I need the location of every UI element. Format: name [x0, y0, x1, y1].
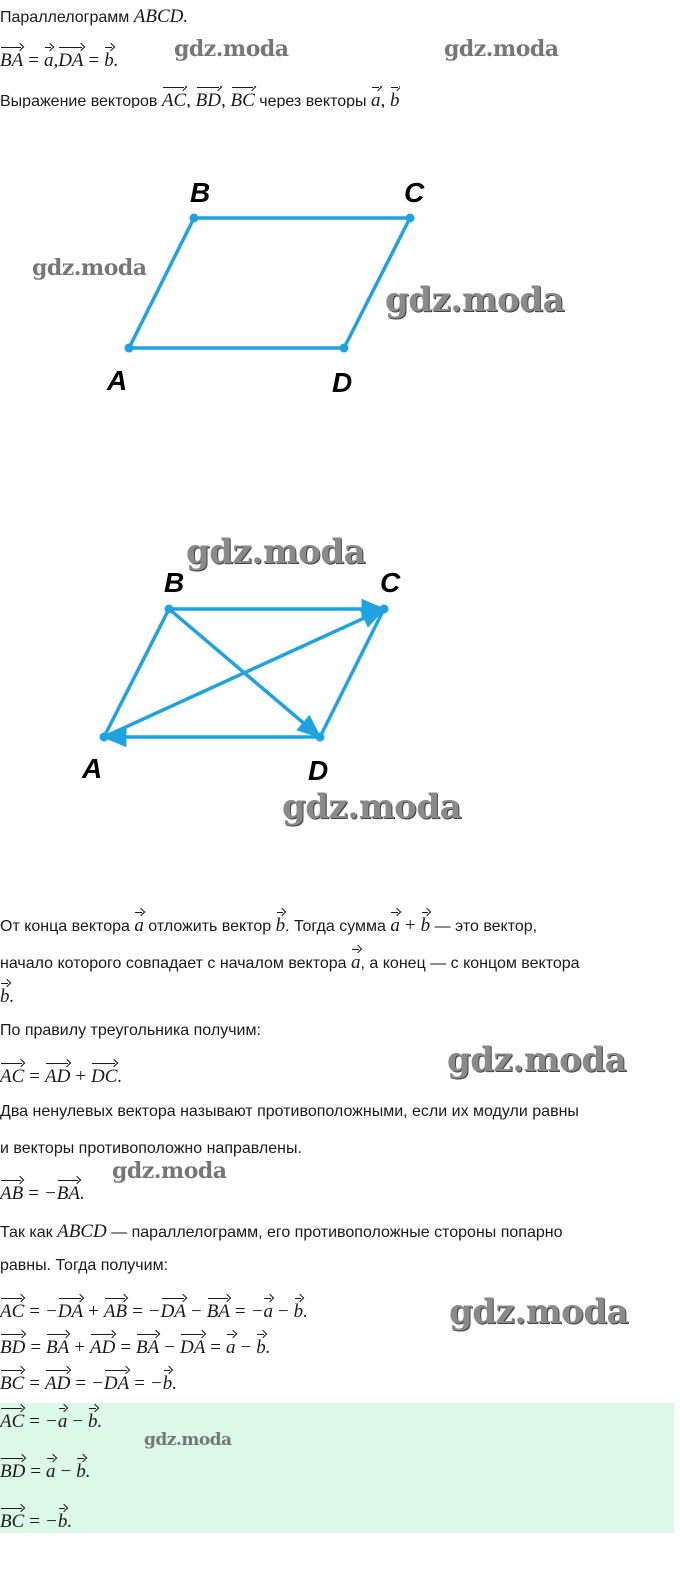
- vector-a: a: [351, 948, 361, 974]
- vector-BC: BC: [0, 1507, 24, 1533]
- vector-BA: BA: [136, 1333, 159, 1359]
- vector-AC: AC: [0, 1297, 24, 1323]
- period: .: [183, 6, 189, 27]
- intro-text: Параллелограмм: [0, 9, 134, 26]
- paragraph-1-line-3: b.: [0, 982, 14, 1008]
- answer-BC: BC = −b.: [0, 1507, 72, 1533]
- vector-BD: BD: [196, 86, 221, 108]
- vector-DA: DA: [180, 1333, 205, 1359]
- watermark: gdz.moda: [385, 280, 565, 320]
- vector-a: a: [226, 1333, 236, 1359]
- intro-line-3: Выражение векторов AC, BD, BC через векторы a, b: [0, 86, 400, 108]
- vector-BA: BA: [207, 1297, 230, 1323]
- label-B: B: [164, 567, 185, 598]
- vector-a: a: [46, 1457, 56, 1483]
- label-A: A: [82, 753, 103, 784]
- watermark: gdz.moda: [444, 36, 559, 62]
- vector-AC: AC: [162, 86, 186, 108]
- paragraph-1-line-1: От конца вектора a отложить вектор b. Тогда сумма a + b — это вектор,: [0, 911, 537, 937]
- vector-AB: AB: [104, 1297, 127, 1323]
- vector-b: b: [256, 1333, 266, 1359]
- vector-DA: DA: [104, 1369, 129, 1395]
- vector-diagram-figure: [0, 560, 680, 790]
- vector-a: a: [134, 911, 144, 937]
- vector-b: b: [276, 911, 286, 937]
- watermark: gdz.moda: [144, 1430, 232, 1450]
- vector-BA: BA: [46, 1333, 69, 1359]
- equation-AB-opposite: AB = −BA.: [0, 1179, 85, 1205]
- text-p1b: отложить вектор: [148, 918, 272, 935]
- derivation-AC: AC = −DA + AB = −DA − BA = −a − b.: [0, 1297, 308, 1323]
- vector-a: a: [263, 1297, 273, 1323]
- vector-b: b: [390, 86, 400, 108]
- vector-b: b: [76, 1457, 86, 1483]
- label-A: A: [107, 365, 128, 396]
- vertex-A-point: [125, 344, 134, 353]
- parallelogram-name: ABCD: [57, 1221, 107, 1242]
- derivation-BC: BC = AD = −DA = −b.: [0, 1369, 177, 1395]
- opposite-vectors-line-2: и векторы противоположно направлены.: [0, 1140, 302, 1157]
- parallelogram-name: ABCD: [133, 6, 184, 27]
- watermark: gdz.moda: [282, 787, 462, 827]
- watermark: gdz.moda: [112, 1158, 227, 1184]
- watermark: gdz.moda: [186, 532, 366, 572]
- intro-line3-text: Выражение векторов: [0, 93, 158, 108]
- vector-AD: AD: [45, 1369, 70, 1395]
- vector-b: b: [294, 1297, 304, 1323]
- vector-b: b: [0, 982, 10, 1008]
- vector-AD: AD: [90, 1333, 115, 1359]
- vector-DA: DA: [161, 1297, 186, 1323]
- vector-a: a: [44, 46, 54, 72]
- answer-AC: AC = −a − b.: [0, 1407, 102, 1433]
- given-vectors: BA = a,DA = b.: [0, 46, 118, 72]
- vector-a: a: [58, 1407, 68, 1433]
- text-p9b: — параллелограмм, его противоположные стороны попарно: [111, 1224, 563, 1241]
- side-BA: [104, 609, 169, 737]
- vector-b: b: [58, 1507, 68, 1533]
- label-C: C: [380, 567, 401, 598]
- vector-a: a: [371, 86, 381, 108]
- vector-BA: BA: [0, 46, 23, 72]
- label-D: D: [308, 755, 329, 786]
- vector-BA: BA: [57, 1179, 80, 1205]
- since-line-1: [0, 1221, 562, 1243]
- vector-BC: BC: [231, 86, 255, 108]
- triangle-rule-text: По правилу треугольника получим:: [0, 1022, 261, 1039]
- parallelogram-figure: [0, 160, 680, 420]
- since-line-2: равны. Тогда получим:: [0, 1257, 169, 1274]
- vector-BD: BD: [0, 1333, 25, 1359]
- label-C: C: [404, 177, 425, 208]
- watermark: gdz.moda: [174, 36, 289, 62]
- label-D: D: [332, 367, 353, 398]
- text-p2b: , а конец — с концом вектора: [360, 955, 580, 972]
- watermark: gdz.moda: [449, 1292, 629, 1332]
- text-p1d: — это вектор,: [434, 918, 538, 935]
- vector-b: b: [104, 46, 114, 72]
- vector-AD: AD: [45, 1062, 70, 1088]
- derivation-BD: BD = BA + AD = BA − DA = a − b.: [0, 1333, 270, 1359]
- vertex-D-point: [340, 344, 349, 353]
- intro-line-1: [0, 6, 188, 28]
- text-p1a: От конца вектора: [0, 918, 130, 935]
- vector-BD-arrow: [169, 609, 320, 737]
- vector-AC: AC: [0, 1407, 24, 1433]
- opposite-vectors-line-1: Два ненулевых вектора называют противоположными, если их модули равны: [0, 1103, 579, 1120]
- vector-b: b: [163, 1369, 173, 1395]
- watermark: gdz.moda: [32, 255, 147, 281]
- vertex-B-point: [190, 214, 199, 223]
- vector-b: b: [421, 911, 431, 937]
- label-B: B: [190, 177, 211, 208]
- parallelogram-outline: [129, 218, 410, 348]
- text-p9a: Так как: [0, 1224, 53, 1241]
- text-p1c: . Тогда сумма: [285, 918, 386, 935]
- vector-DA: DA: [58, 1297, 83, 1323]
- vector-b: b: [88, 1407, 98, 1433]
- vector-AC: AC: [0, 1062, 24, 1088]
- answer-BD: BD = a − b.: [0, 1457, 91, 1483]
- intro-line3-mid: через векторы: [259, 93, 367, 108]
- side-CD: [320, 609, 384, 737]
- vector-AB: AB: [0, 1179, 23, 1205]
- vector-DC: DC: [91, 1062, 117, 1088]
- vector-BD: BD: [0, 1457, 25, 1483]
- text-p2a: начало которого совпадает с началом вектора: [0, 955, 347, 972]
- vector-BC: BC: [0, 1369, 24, 1395]
- paragraph-1-line-2: [0, 948, 580, 974]
- vector-DA: DA: [58, 46, 83, 72]
- watermark: gdz.moda: [447, 1040, 627, 1080]
- equation-AC-sum: AC = AD + DC.: [0, 1062, 122, 1088]
- vertex-C-point: [406, 214, 415, 223]
- vector-a: a: [390, 911, 400, 937]
